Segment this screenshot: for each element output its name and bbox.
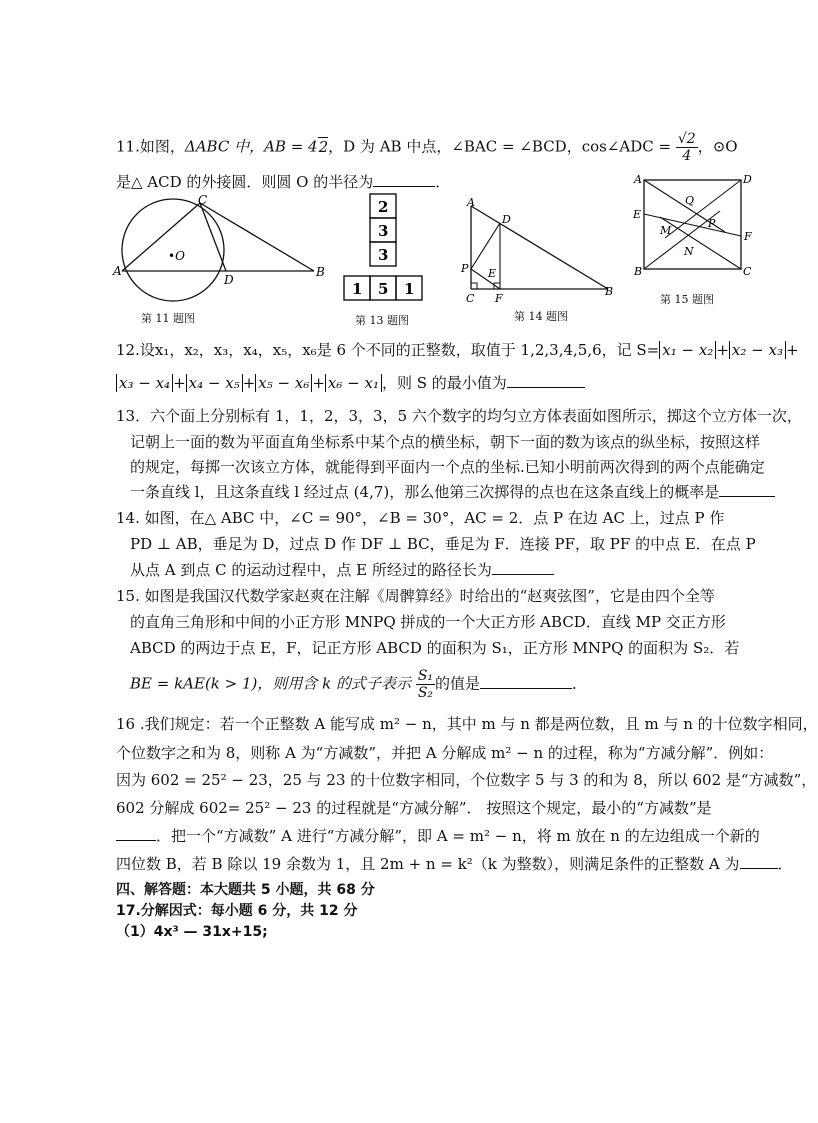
- q11-line2: 是△ ACD 的外接圆．则圆 O 的半径为 ．: [116, 173, 451, 191]
- q12-line1: 12.设x₁，x₂，x₃，x₄，x₅，x₆是 6 个不同的正整数，取值于 1,2,3,4,5,6，记 S= x₁ − x₂ + x₂ − x₃ +: [116, 341, 799, 359]
- fig15-label-d: D: [743, 173, 752, 186]
- fig15-caption: 第 15 题图: [660, 293, 714, 306]
- section-heading: 四、解答题：本大题共 5 小题，共 68 分: [116, 882, 375, 898]
- fig11-label-o: •O: [168, 249, 185, 263]
- figure-11: [112, 192, 332, 292]
- q17-part1: （1）4x³ — 31x+15;: [116, 924, 268, 940]
- answer-blank: [116, 826, 156, 841]
- fig11-label-c: C: [198, 193, 208, 207]
- answer-blank: [373, 172, 435, 187]
- q15-line2: 的直角三角形和中间的小正方形 MNPQ 拼成的一个大正方形 ABCD．直线 MP 交正方形: [130, 613, 726, 631]
- q17-title: 17.分解因式：每小题 6 分，共 12 分: [116, 903, 358, 919]
- answer-blank: [492, 560, 554, 575]
- fig15-label-q: Q: [685, 194, 695, 207]
- figure-13: [340, 190, 440, 305]
- answer-blank: [740, 854, 778, 869]
- figure-15: [630, 172, 755, 284]
- q15-line4: BE = kAE(k > 1)，则用含 k 的式子表示 $\frac{\text{S₁}}{\text{S₂}}$ 的值是 ．: [130, 668, 588, 701]
- fig11-label-a: A: [113, 264, 122, 278]
- fig13-caption: 第 13 题图: [355, 314, 409, 327]
- fig15-label-n: N: [684, 245, 694, 258]
- q11-line1: 11.如图，ΔABC 中，AB = 42，D 为 AB 中点，∠BAC = ∠BCD，cos∠ADC = $\frac{√2}{4}$ ，⊙O: [116, 131, 738, 164]
- fig13-cell-1: 2: [378, 198, 389, 216]
- q14-line1: 14. 如图，在△ ABC 中，∠C = 90°，∠B = 30°，AC = 2．点 P 在边 AC 上，过点 P 作: [116, 509, 725, 527]
- q15-line1: 15. 如图是我国汉代数学家赵爽在注解《周髀算经》时给出的“赵爽弦图”，它是由四个全等: [116, 587, 715, 605]
- q14-line3: 从点 A 到点 C 的运动过程中，点 E 所经过的路径长为: [130, 560, 554, 580]
- fig13-cell-6: 1: [404, 280, 415, 298]
- fig15-label-b: B: [634, 265, 643, 278]
- q11-number: 11.如图，: [116, 137, 185, 156]
- q15-fraction: $\frac{\text{S₁}}{\text{S₂}}$: [417, 668, 434, 701]
- q16-line4: 602 分解成 602= 25² − 23 的过程就是“方减分解”． 按照这个规定，最小的“方减数”是: [116, 799, 712, 817]
- q13-line4: 一条直线 l，且这条直线 l 经过点 (4,7)，那么他第三次掷得的点也在这条直线上的概率是: [130, 482, 775, 502]
- fig11-label-b: B: [316, 265, 325, 279]
- fig11-label-d: D: [224, 273, 234, 287]
- q11-fraction: $\frac{√2}{4}$: [677, 131, 696, 164]
- q13-line2: 记朝上一面的数为平面直角坐标系中某个点的横坐标，朝下一面的数为该点的纵坐标，按照这样: [130, 433, 761, 451]
- fig15-label-f: F: [744, 230, 752, 243]
- fig14-caption: 第 14 题图: [514, 310, 568, 323]
- fig13-cell-5: 5: [378, 280, 389, 298]
- answer-blank: [507, 373, 585, 388]
- answer-blank: [480, 674, 572, 689]
- q16-line3: 因为 602 = 25² − 23，25 与 23 的十位数字相同，个位数字 5 与 3 的和为 8，所以 602 是“方减数”，: [116, 771, 817, 789]
- fig14-label-e: E: [488, 267, 497, 280]
- fig13-cell-3: 3: [378, 246, 389, 264]
- fig15-label-c: C: [743, 265, 752, 278]
- q13-line3: 的规定，每掷一次该立方体，就能得到平面内一个点的坐标.已知小明前两次得到的两个点能确定: [130, 458, 765, 476]
- fig14-label-c: C: [466, 292, 475, 305]
- fig11-caption: 第 11 题图: [141, 312, 195, 325]
- fig14-label-p: P: [461, 262, 469, 275]
- q16-line2: 个位数字之和为 8，则称 A 为“方减数”，并把 A 分解成 m² − n 的过程，称为“方减分解”．例如：: [116, 744, 774, 762]
- q15-line3: ABCD 的两边于点 E，F，记正方形 ABCD 的面积为 S₁，正方形 MNPQ 的面积为 S₂．若: [130, 639, 740, 657]
- q16-line5: ．把一个“方减数” A 进行“方减分解”，即 A = m² − n，将 m 放在 n 的左边组成一个新的: [116, 826, 760, 846]
- fig14-label-f: F: [495, 292, 503, 305]
- fig15-label-m: M: [660, 224, 672, 237]
- fig14-label-d: D: [502, 213, 511, 226]
- q16-line1: 16 .我们规定：若一个正整数 A 能写成 m² − n，其中 m 与 n 都是两位数，且 m 与 n 的十位数字相同，: [116, 715, 818, 733]
- figure-14: [458, 196, 618, 306]
- fig15-label-a: A: [634, 173, 642, 186]
- fig13-cell-2: 3: [378, 222, 389, 240]
- q12-line2: x₃ − x₄ + x₄ − x₅ + x₅ − x₆ + x₆ − x₁ ，则 S 的最小值为: [116, 373, 585, 393]
- q14-line2: PD ⊥ AB，垂足为 D，过点 D 作 DF ⊥ BC，垂足为 F．连接 PF，取 PF 的中点 E．在点 P: [130, 535, 756, 553]
- q13-line1: 13．六个面上分别标有 1，1，2，3，3，5 六个数字的均匀立方体表面如图所示，掷这个立方体一次，: [116, 407, 802, 425]
- fig15-label-p: P: [708, 217, 716, 230]
- fig15-label-e: E: [633, 208, 642, 221]
- fig13-cell-4: 1: [352, 280, 363, 298]
- fig14-label-b: B: [605, 285, 614, 298]
- fig14-label-a: A: [467, 196, 475, 209]
- answer-blank: [719, 482, 775, 497]
- q16-line6: 四位数 B，若 B 除以 19 余数为 1，且 2m + n = k²（k 为整数），则满足条件的正整数 A 为 ．: [116, 855, 793, 873]
